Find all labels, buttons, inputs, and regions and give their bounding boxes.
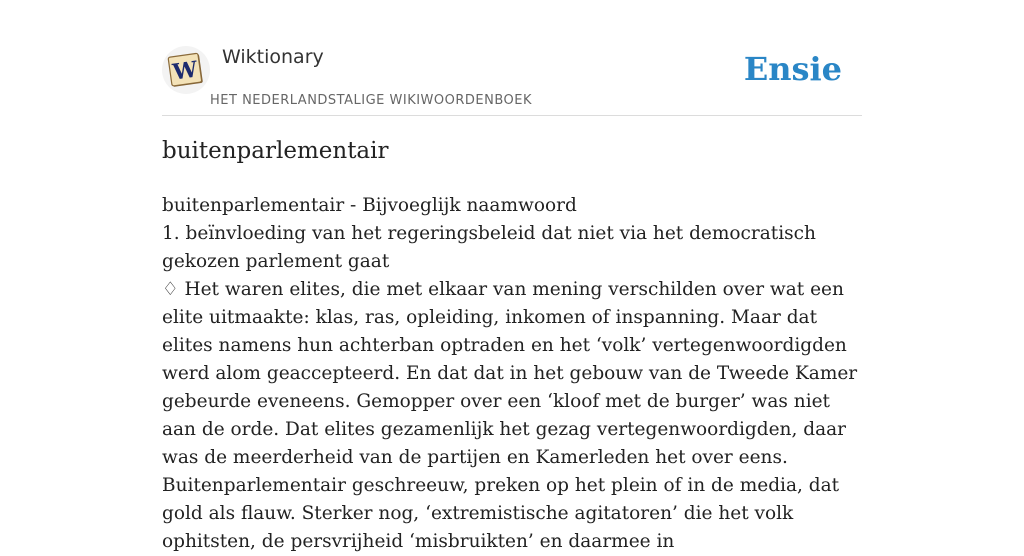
site-header [162,0,862,116]
site-name[interactable]: Wiktionary [222,46,324,68]
entry-heading-line: buitenparlementair - Bijvoeglijk naamwoord [162,195,577,216]
page-title: buitenparlementair [162,138,389,164]
ensie-brand-logo[interactable]: Ensie [743,50,842,88]
page [162,0,862,552]
svg-text:W: W [171,56,200,86]
entry-body [162,192,862,556]
entry-example: ♢ Het waren elites, die met elkaar van mening verschilden over wat een elite uitmaakte: klas, ras, opleiding, inkomen of inspanning. Maar dat elites namens hun achterban optraden en het ‘volk’ vertegenwoordigden werd alom geaccepteerd. En dat dat in het gebouw van de Tweede Kamer gebeurde eveneens. Gemopper over een ‘kloof met de burger’ was niet aan de orde. Dat elites gezamenlijk het gezag vertegenwoordigden, daar was de meerderheid van de partijen en Kamerleden het over eens. Buitenparlementair geschreeuw, preken op het plein of in de media, dat gold als flauw. Sterker nog, ‘extremistische agitatoren’ die het volk ophitsten, de persvrijheid ‘misbruikten’ en daarmee in [162,279,858,552]
site-tagline: HET NEDERLANDSTALIGE WIKIWOORDENBOEK [210,93,533,108]
wiktionary-logo-icon[interactable] [162,46,210,94]
entry-definition: 1. beïnvloeding van het regeringsbeleid dat niet via het democratisch gekozen parlement gaat [162,223,816,272]
